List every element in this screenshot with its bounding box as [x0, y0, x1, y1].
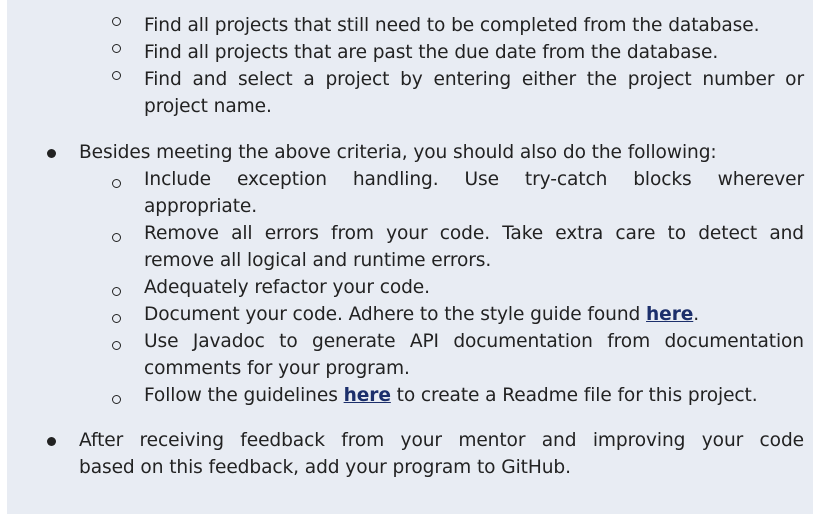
sub-bullet [112, 395, 121, 404]
list-item-text: Find all projects that are past the due date from the database. [144, 42, 719, 63]
sub-bullet [112, 71, 121, 80]
list-bullet [47, 149, 56, 158]
list-bullet [47, 437, 56, 446]
list-item-text: After receiving feedback from your mentor and improving your code [79, 430, 804, 451]
sub-bullet [112, 44, 121, 53]
sub-bullet [112, 341, 121, 350]
list-item-text-continued: comments for your program. [144, 358, 410, 379]
list-item-text-continued: remove all logical and runtime errors. [144, 250, 492, 271]
list-item-text: Use Javadoc to generate API documentation from documentation [144, 331, 804, 352]
sub-bullet [112, 179, 121, 188]
sub-bullet [112, 287, 121, 296]
list-item-text-continued: project name. [144, 96, 272, 117]
list-item-text-part: . [693, 304, 700, 325]
list-item-text-continued: appropriate. [144, 196, 258, 217]
list-item-text-continued: based on this feedback, add your program to GitHub. [79, 457, 571, 478]
list-item-text: Include exception handling. Use try-catch blocks wherever [144, 169, 804, 190]
list-item-text-part: Follow the guidelines [144, 385, 344, 406]
list-item-text: Besides meeting the above criteria, you should also do the following: [79, 142, 717, 163]
list-item-text: Adequately refactor your code. [144, 277, 430, 298]
list-item-text: Find all projects that still need to be completed from the database. [144, 15, 760, 36]
readme-guidelines-link[interactable]: here [343, 385, 391, 406]
list-item-text [144, 301, 699, 328]
list-item-text: Find and select a project by entering either the project number or [144, 69, 804, 90]
list-item-text [144, 382, 758, 409]
list-item-text: Remove all errors from your code. Take extra care to detect and [144, 223, 804, 244]
sub-bullet [112, 17, 121, 26]
list-item-text-part: Document your code. Adhere to the style guide found [144, 304, 647, 325]
sub-bullet [112, 314, 121, 323]
list-item-text-part: to create a Readme file for this project. [390, 385, 758, 406]
sub-bullet [112, 233, 121, 242]
style-guide-link[interactable]: here [646, 304, 694, 325]
